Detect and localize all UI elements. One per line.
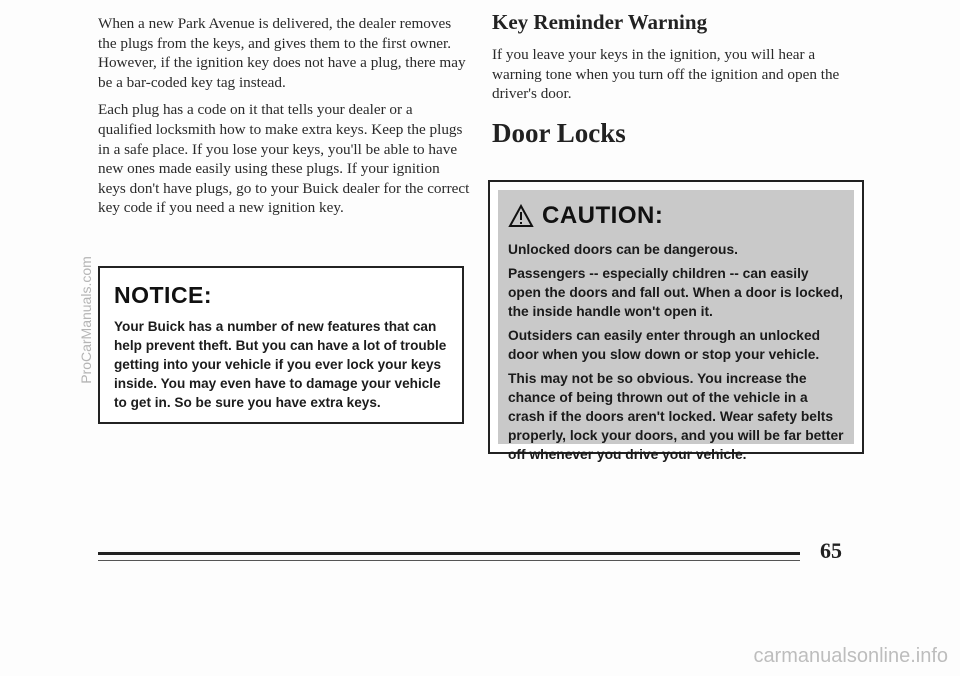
footer-rule-thin: [98, 560, 800, 561]
right-column: [492, 10, 852, 161]
key-reminder-text: If you leave your keys in the ignition, you will hear a warning tone when you turn off the ignition and open the driver's door.: [492, 46, 840, 103]
caution-inner: [498, 190, 854, 462]
notice-title: NOTICE:: [114, 282, 213, 308]
notice-text: Your Buick has a number of new features that can help prevent theft. But you can have a lot of trouble getting into your vehicle if you ever lock your keys inside. You may even have to damage your vehicle to get in. So be sure you have extra keys.: [114, 319, 447, 410]
caution-box: [488, 180, 864, 462]
page-number: 65: [820, 538, 842, 563]
left-column: [98, 14, 470, 226]
caution-title: CAUTION:: [542, 202, 664, 229]
warning-triangle-icon: [508, 204, 534, 228]
notice-box: [98, 266, 464, 424]
watermark-text: ProCarManuals.com: [78, 256, 94, 384]
caution-header: [508, 202, 844, 230]
footer-rule-thick: [98, 552, 800, 555]
caution-paragraph: Outsiders can easily enter through an unlocked door when you slow down or stop your vehicle.: [508, 328, 821, 362]
paragraph-plug-code: Each plug has a code on it that tells your dealer or a qualified locksmith how to make extra keys. Keep the plugs in a safe place. If you lose your keys, you'll be able to have new ones made easily using these plugs. If your ignition keys don't have plugs, go to your Buick dealer for the correct key code if you need a new ignition key.: [98, 101, 470, 217]
paragraph-plugs-delivery: When a new Park Avenue is delivered, the dealer removes the plugs from the keys, and gives them to the first owner. However, if the ignition key does not have a plug, there may be a bar-coded key tag instead.: [98, 15, 466, 91]
caution-paragraph: Unlocked doors can be dangerous.: [508, 242, 738, 257]
key-reminder-heading: Key Reminder Warning: [492, 10, 708, 34]
door-locks-heading: Door Locks: [492, 117, 626, 148]
watermark-vertical: [76, 190, 96, 450]
caution-paragraph: Passengers -- especially children -- can easily open the doors and fall out. When a door is locked, the inside handle won't open it.: [508, 266, 843, 319]
caution-paragraph: This may not be so obvious. You increase the chance of being thrown out of the vehicle in a crash if the doors aren't locked. Wear safety belts properly, lock your doors, and you will be far better off whenever you drive your vehicle.: [508, 371, 844, 462]
footer-site-watermark: carmanualsonline.info: [753, 645, 948, 667]
